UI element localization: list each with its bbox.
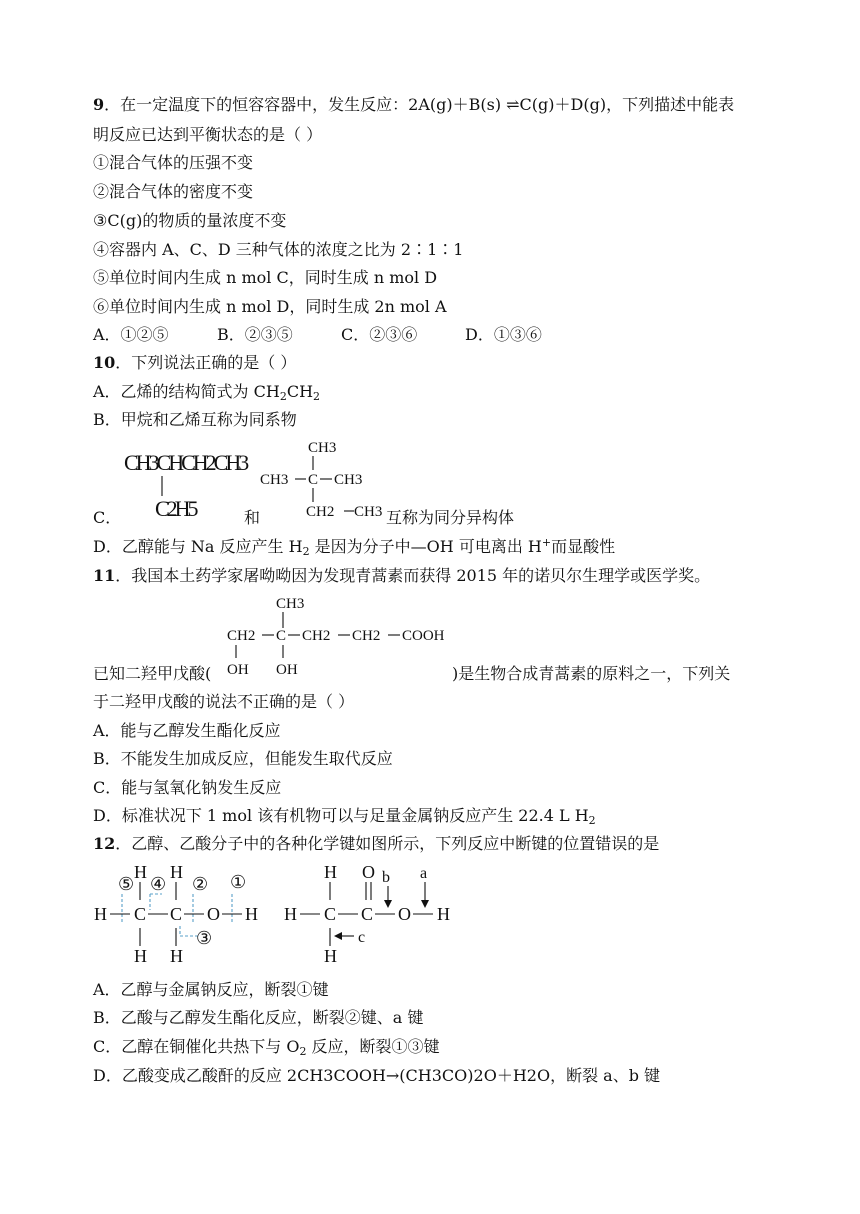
q11-stem-line2b: )是生物合成青蒿素的原料之一，下列关 bbox=[452, 664, 731, 683]
ace-bond-b-label: b bbox=[382, 869, 390, 886]
eth-bond3-label: ③ bbox=[196, 928, 213, 948]
q12-stem-text: ．乙醇、乙酸分子中的各种化学键如图所示，下列反应中断键的位置错误的是 bbox=[115, 834, 660, 853]
eth-c1: C bbox=[134, 904, 147, 924]
q9-item-6: ⑥单位时间内生成 n mol D，同时生成 2n mol A bbox=[93, 297, 447, 316]
q11-s-top: CH3 bbox=[276, 596, 305, 612]
ace-h-left: H bbox=[284, 904, 297, 924]
ace-arrow-b-head bbox=[384, 900, 392, 908]
q10-s1-main: CH3CHCH2CH3 bbox=[124, 450, 247, 475]
q11-s-cooh: COOH bbox=[402, 628, 445, 644]
q10-optA-mid: CH bbox=[286, 382, 314, 401]
q11-option-a: A．能与乙醇发生酯化反应 bbox=[93, 721, 281, 740]
q11-s-ch2c: CH2 bbox=[352, 628, 381, 644]
ace-c1: C bbox=[324, 904, 337, 924]
q9-stem-text1: ．在一定温度下的恒容容器中，发生反应：2A(g)＋B(s) ⇌C(g)＋D(g)，下列描述中能表 bbox=[104, 95, 735, 114]
q10-optD-sub: 2 bbox=[302, 545, 310, 558]
q9-item-2: ②混合气体的密度不变 bbox=[93, 182, 254, 201]
ace-arrow-a-head bbox=[421, 900, 429, 908]
q10-optA-text: A．乙烯的结构简式为 CH bbox=[93, 382, 280, 401]
q10-option-c-label: C． bbox=[93, 508, 122, 527]
eth-h-left: H bbox=[94, 904, 107, 924]
q9-option-c: C．②③⑥ bbox=[341, 325, 418, 344]
eth-c2: C bbox=[170, 904, 183, 924]
ace-c2: C bbox=[361, 904, 374, 924]
q12-optC-text: C．乙醇在铜催化共热下与 O bbox=[93, 1037, 300, 1056]
q9-item-3: ③C(g)的物质的量浓度不变 bbox=[93, 211, 287, 230]
q11-s-oh2: OH bbox=[276, 662, 298, 678]
q10-s2-bottom: CH2 bbox=[306, 504, 335, 520]
q11-stem-line1 bbox=[93, 566, 710, 586]
q10-s2-left: CH3 bbox=[260, 472, 289, 488]
q10-number: 10 bbox=[93, 353, 116, 372]
eth-h-top2: H bbox=[170, 862, 183, 882]
q10-option-a bbox=[93, 382, 320, 402]
q10-stem-text: ．下列说法正确的是（ ） bbox=[115, 353, 297, 372]
q11-stem-line3: 于二羟甲戊酸的说法不正确的是（ ） bbox=[93, 692, 355, 711]
q10-s2-right: CH3 bbox=[334, 472, 363, 488]
ace-h-right: H bbox=[437, 904, 450, 924]
q12-stem bbox=[93, 834, 659, 854]
q11-option-c: C．能与氢氧化钠发生反应 bbox=[93, 778, 282, 797]
q12-optC-tail: 反应，断裂①③键 bbox=[306, 1037, 440, 1056]
ace-o-hydroxyl: O bbox=[398, 904, 411, 924]
eth-bond4-label: ④ bbox=[150, 874, 167, 894]
q10-optD-sup: + bbox=[541, 536, 552, 549]
q9-stem-line1 bbox=[93, 95, 734, 115]
q12-number: 12 bbox=[93, 834, 116, 853]
q9-number: 9 bbox=[93, 95, 105, 114]
q10-structure-2 bbox=[258, 436, 388, 524]
q10-optA-sub2: 2 bbox=[313, 390, 321, 403]
q11-option-d bbox=[93, 806, 596, 826]
q11-number: 11 bbox=[93, 566, 116, 585]
q11-optD-text: D．标准状况下 1 mol 该有机物可以与足量金属钠反应产生 22.4 L H bbox=[93, 806, 589, 825]
q10-option-d bbox=[93, 537, 615, 557]
ace-bond-a-label: a bbox=[420, 865, 428, 882]
q12-optC-sub: 2 bbox=[299, 1045, 307, 1058]
q10-s2-end: CH3 bbox=[354, 504, 383, 520]
q10-optD-tail: 而显酸性 bbox=[551, 537, 616, 556]
eth-bond1-label: ① bbox=[230, 872, 247, 892]
q11-stem-line2a: 已知二羟甲戊酸( bbox=[93, 664, 212, 683]
q10-s2-top: CH3 bbox=[308, 440, 337, 456]
eth-o: O bbox=[207, 904, 220, 924]
q9-option-d: D．①③⑥ bbox=[465, 325, 542, 344]
q11-s-center: C bbox=[276, 628, 287, 644]
eth-h-bot1: H bbox=[134, 946, 147, 966]
eth-h-right: H bbox=[245, 904, 258, 924]
eth-h-top1: H bbox=[134, 862, 147, 882]
q11-option-b: B．不能发生加成反应，但能发生取代反应 bbox=[93, 749, 393, 768]
eth-bond5-label: ⑤ bbox=[118, 874, 135, 894]
q11-s-ch2b: CH2 bbox=[302, 628, 331, 644]
q12-acetic-acid-diagram bbox=[282, 858, 462, 968]
q9-stem-line2: 明反应已达到平衡状态的是（ ） bbox=[93, 125, 323, 144]
q10-stem bbox=[93, 353, 296, 373]
q12-option-a: A．乙醇与金属钠反应，断裂①键 bbox=[93, 980, 329, 999]
q9-item-5: ⑤单位时间内生成 n mol C，同时生成 n mol D bbox=[93, 268, 438, 287]
q10-s1-branch: C2H5 bbox=[155, 496, 196, 520]
q10-optD-mid: 是因为分子中—OH 可电离出 H bbox=[309, 537, 542, 556]
q10-option-b: B．甲烷和乙烯互称为同系物 bbox=[93, 410, 297, 429]
q11-s-ch2a: CH2 bbox=[227, 628, 256, 644]
q9-item-1: ①混合气体的压强不变 bbox=[93, 153, 254, 172]
q9-item-4: ④容器内 A、C、D 三种气体的浓度之比为 2∶1∶1 bbox=[93, 240, 464, 259]
q10-structure-1 bbox=[118, 438, 258, 520]
ace-bond-c-label: c bbox=[358, 929, 366, 946]
q11-stem-text1: ．我国本土药学家屠呦呦因为发现青蒿素而获得 2015 年的诺贝尔生理学或医学奖。 bbox=[115, 566, 711, 585]
eth-h-bot2: H bbox=[170, 946, 183, 966]
q12-option-d: D．乙酸变成乙酸酐的反应 2CH3COOH→(CH3CO)2O＋H2O，断裂 a、b 键 bbox=[93, 1066, 661, 1085]
ace-o-carbonyl: O bbox=[362, 862, 375, 882]
q9-option-b: B．②③⑤ bbox=[217, 325, 293, 344]
q12-ethanol-diagram bbox=[90, 858, 275, 968]
ace-h-bot: H bbox=[324, 946, 337, 966]
q10-optA-sub1: 2 bbox=[279, 390, 287, 403]
q10-s2-center: C bbox=[308, 472, 319, 488]
q9-options bbox=[93, 325, 542, 345]
q10-optD-text: D．乙醇能与 Na 反应产生 H bbox=[93, 537, 303, 556]
q12-option-c bbox=[93, 1037, 440, 1057]
q11-structure bbox=[224, 590, 464, 682]
q11-s-oh1: OH bbox=[227, 662, 249, 678]
ace-arrow-c-head bbox=[334, 932, 342, 940]
ace-h-top: H bbox=[324, 862, 337, 882]
q10-option-c-tail: 互称为同分异构体 bbox=[386, 508, 515, 527]
eth-bond2-label: ② bbox=[192, 874, 209, 894]
q10-option-c-and: 和 bbox=[244, 508, 261, 527]
q11-optD-sub: 2 bbox=[588, 814, 596, 827]
q9-option-a: A．①②⑤ bbox=[93, 325, 169, 344]
q12-option-b: B．乙酸与乙醇发生酯化反应，断裂②键、a 键 bbox=[93, 1008, 424, 1027]
